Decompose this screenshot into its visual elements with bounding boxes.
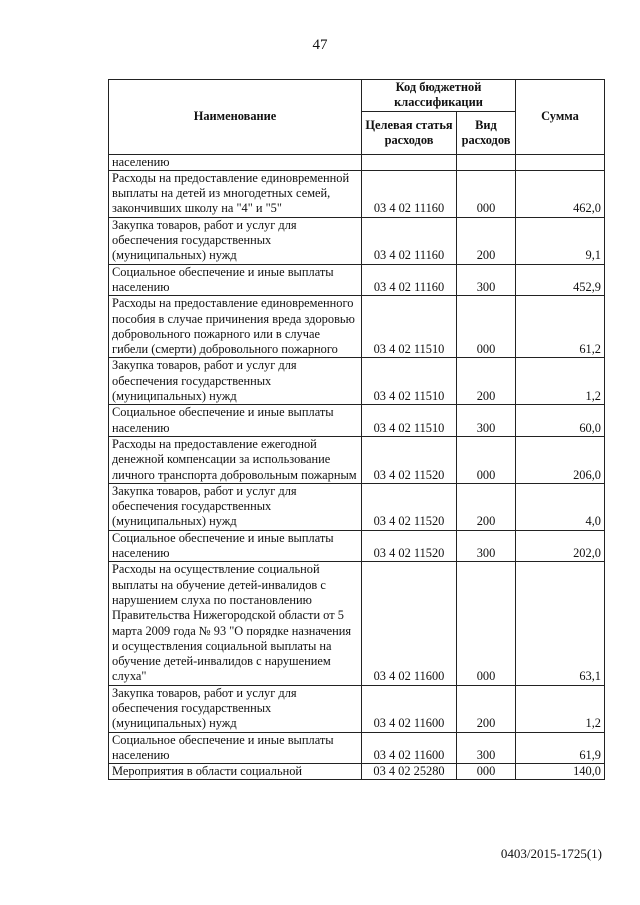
cell-expense-kind: 200	[457, 685, 516, 732]
cell-amount: 61,9	[516, 732, 605, 764]
cell-expense-kind: 300	[457, 264, 516, 296]
table-row	[109, 436, 605, 483]
cell-name: Расходы на предоставление единовременной выплаты на детей из многодетных семей, закончивших школу на "4" и "5"	[109, 170, 362, 217]
cell-name: Социальное обеспечение и иные выплаты населению	[109, 732, 362, 764]
cell-name: Закупка товаров, работ и услуг для обеспечения государственных (муниципальных) нужд	[109, 483, 362, 530]
cell-target-article: 03 4 02 11160	[362, 170, 457, 217]
cell-name: Расходы на осуществление социальной выплаты на обучение детей-инвалидов с нарушением слуха по постановлению Правительства Нижегородской области от 5 марта 2009 года № 93 "О порядке назначения и осуществления социальной выплаты на обучение детей-инвалидов с нарушением слуха"	[109, 562, 362, 685]
cell-amount: 206,0	[516, 436, 605, 483]
page-number: 47	[312, 37, 328, 53]
cell-target-article	[362, 154, 457, 170]
cell-amount: 1,2	[516, 685, 605, 732]
cell-amount: 60,0	[516, 405, 605, 437]
cell-target-article: 03 4 02 11600	[362, 562, 457, 685]
cell-amount: 61,2	[516, 296, 605, 358]
cell-amount: 202,0	[516, 530, 605, 562]
cell-expense-kind: 000	[457, 562, 516, 685]
table-row	[109, 685, 605, 732]
cell-amount	[516, 154, 605, 170]
cell-expense-kind: 300	[457, 732, 516, 764]
cell-amount: 140,0	[516, 764, 605, 780]
table-row	[109, 562, 605, 685]
cell-amount: 4,0	[516, 483, 605, 530]
cell-target-article: 03 4 02 25280	[362, 764, 457, 780]
header-code-group: Код бюджетной классификации	[362, 80, 516, 112]
cell-name: Закупка товаров, работ и услуг для обеспечения государственных (муниципальных) нужд	[109, 685, 362, 732]
cell-target-article: 03 4 02 11520	[362, 483, 457, 530]
cell-expense-kind: 200	[457, 358, 516, 405]
cell-name: Закупка товаров, работ и услуг для обеспечения государственных (муниципальных) нужд	[109, 358, 362, 405]
cell-expense-kind: 200	[457, 483, 516, 530]
cell-expense-kind: 300	[457, 405, 516, 437]
cell-expense-kind	[457, 154, 516, 170]
table-row	[109, 358, 605, 405]
cell-amount: 1,2	[516, 358, 605, 405]
header-name: Наименование	[109, 80, 362, 155]
cell-expense-kind: 000	[457, 296, 516, 358]
table-body	[109, 154, 605, 780]
cell-target-article: 03 4 02 11600	[362, 732, 457, 764]
cell-target-article: 03 4 02 11510	[362, 296, 457, 358]
cell-amount: 63,1	[516, 562, 605, 685]
cell-target-article: 03 4 02 11520	[362, 530, 457, 562]
cell-name: Социальное обеспечение и иные выплаты населению	[109, 405, 362, 437]
table-row	[109, 264, 605, 296]
cell-expense-kind: 300	[457, 530, 516, 562]
cell-name: Социальное обеспечение и иные выплаты населению	[109, 530, 362, 562]
table-row	[109, 296, 605, 358]
table-row	[109, 405, 605, 437]
document-code: 0403/2015-1725(1)	[500, 846, 602, 861]
cell-target-article: 03 4 02 11160	[362, 217, 457, 264]
cell-amount: 462,0	[516, 170, 605, 217]
cell-amount: 452,9	[516, 264, 605, 296]
cell-target-article: 03 4 02 11510	[362, 405, 457, 437]
cell-name: Мероприятия в области социальной	[109, 764, 362, 780]
cell-expense-kind: 000	[457, 170, 516, 217]
table-header	[109, 80, 605, 155]
table-row	[109, 170, 605, 217]
table-row	[109, 732, 605, 764]
table-row	[109, 154, 605, 170]
cell-expense-kind: 000	[457, 436, 516, 483]
cell-target-article: 03 4 02 11510	[362, 358, 457, 405]
cell-name: Расходы на предоставление единовременного пособия в случае причинения вреда здоровью добровольного пожарного или в случае гибели (смерти) добровольного пожарного	[109, 296, 362, 358]
cell-name: Расходы на предоставление ежегодной денежной компенсации за использование личного транспорта добровольным пожарным	[109, 436, 362, 483]
table-row	[109, 764, 605, 780]
cell-name: Закупка товаров, работ и услуг для обеспечения государственных (муниципальных) нужд	[109, 217, 362, 264]
table-row	[109, 483, 605, 530]
cell-name: населению	[109, 154, 362, 170]
header-kind: Вид расходов	[457, 111, 516, 154]
table-row	[109, 217, 605, 264]
cell-amount: 9,1	[516, 217, 605, 264]
cell-name: Социальное обеспечение и иные выплаты населению	[109, 264, 362, 296]
table-row	[109, 530, 605, 562]
budget-table	[108, 79, 605, 780]
cell-expense-kind: 200	[457, 217, 516, 264]
header-article: Целевая статья расходов	[362, 111, 457, 154]
header-amount: Сумма	[516, 80, 605, 155]
cell-expense-kind: 000	[457, 764, 516, 780]
cell-target-article: 03 4 02 11520	[362, 436, 457, 483]
cell-target-article: 03 4 02 11160	[362, 264, 457, 296]
cell-target-article: 03 4 02 11600	[362, 685, 457, 732]
